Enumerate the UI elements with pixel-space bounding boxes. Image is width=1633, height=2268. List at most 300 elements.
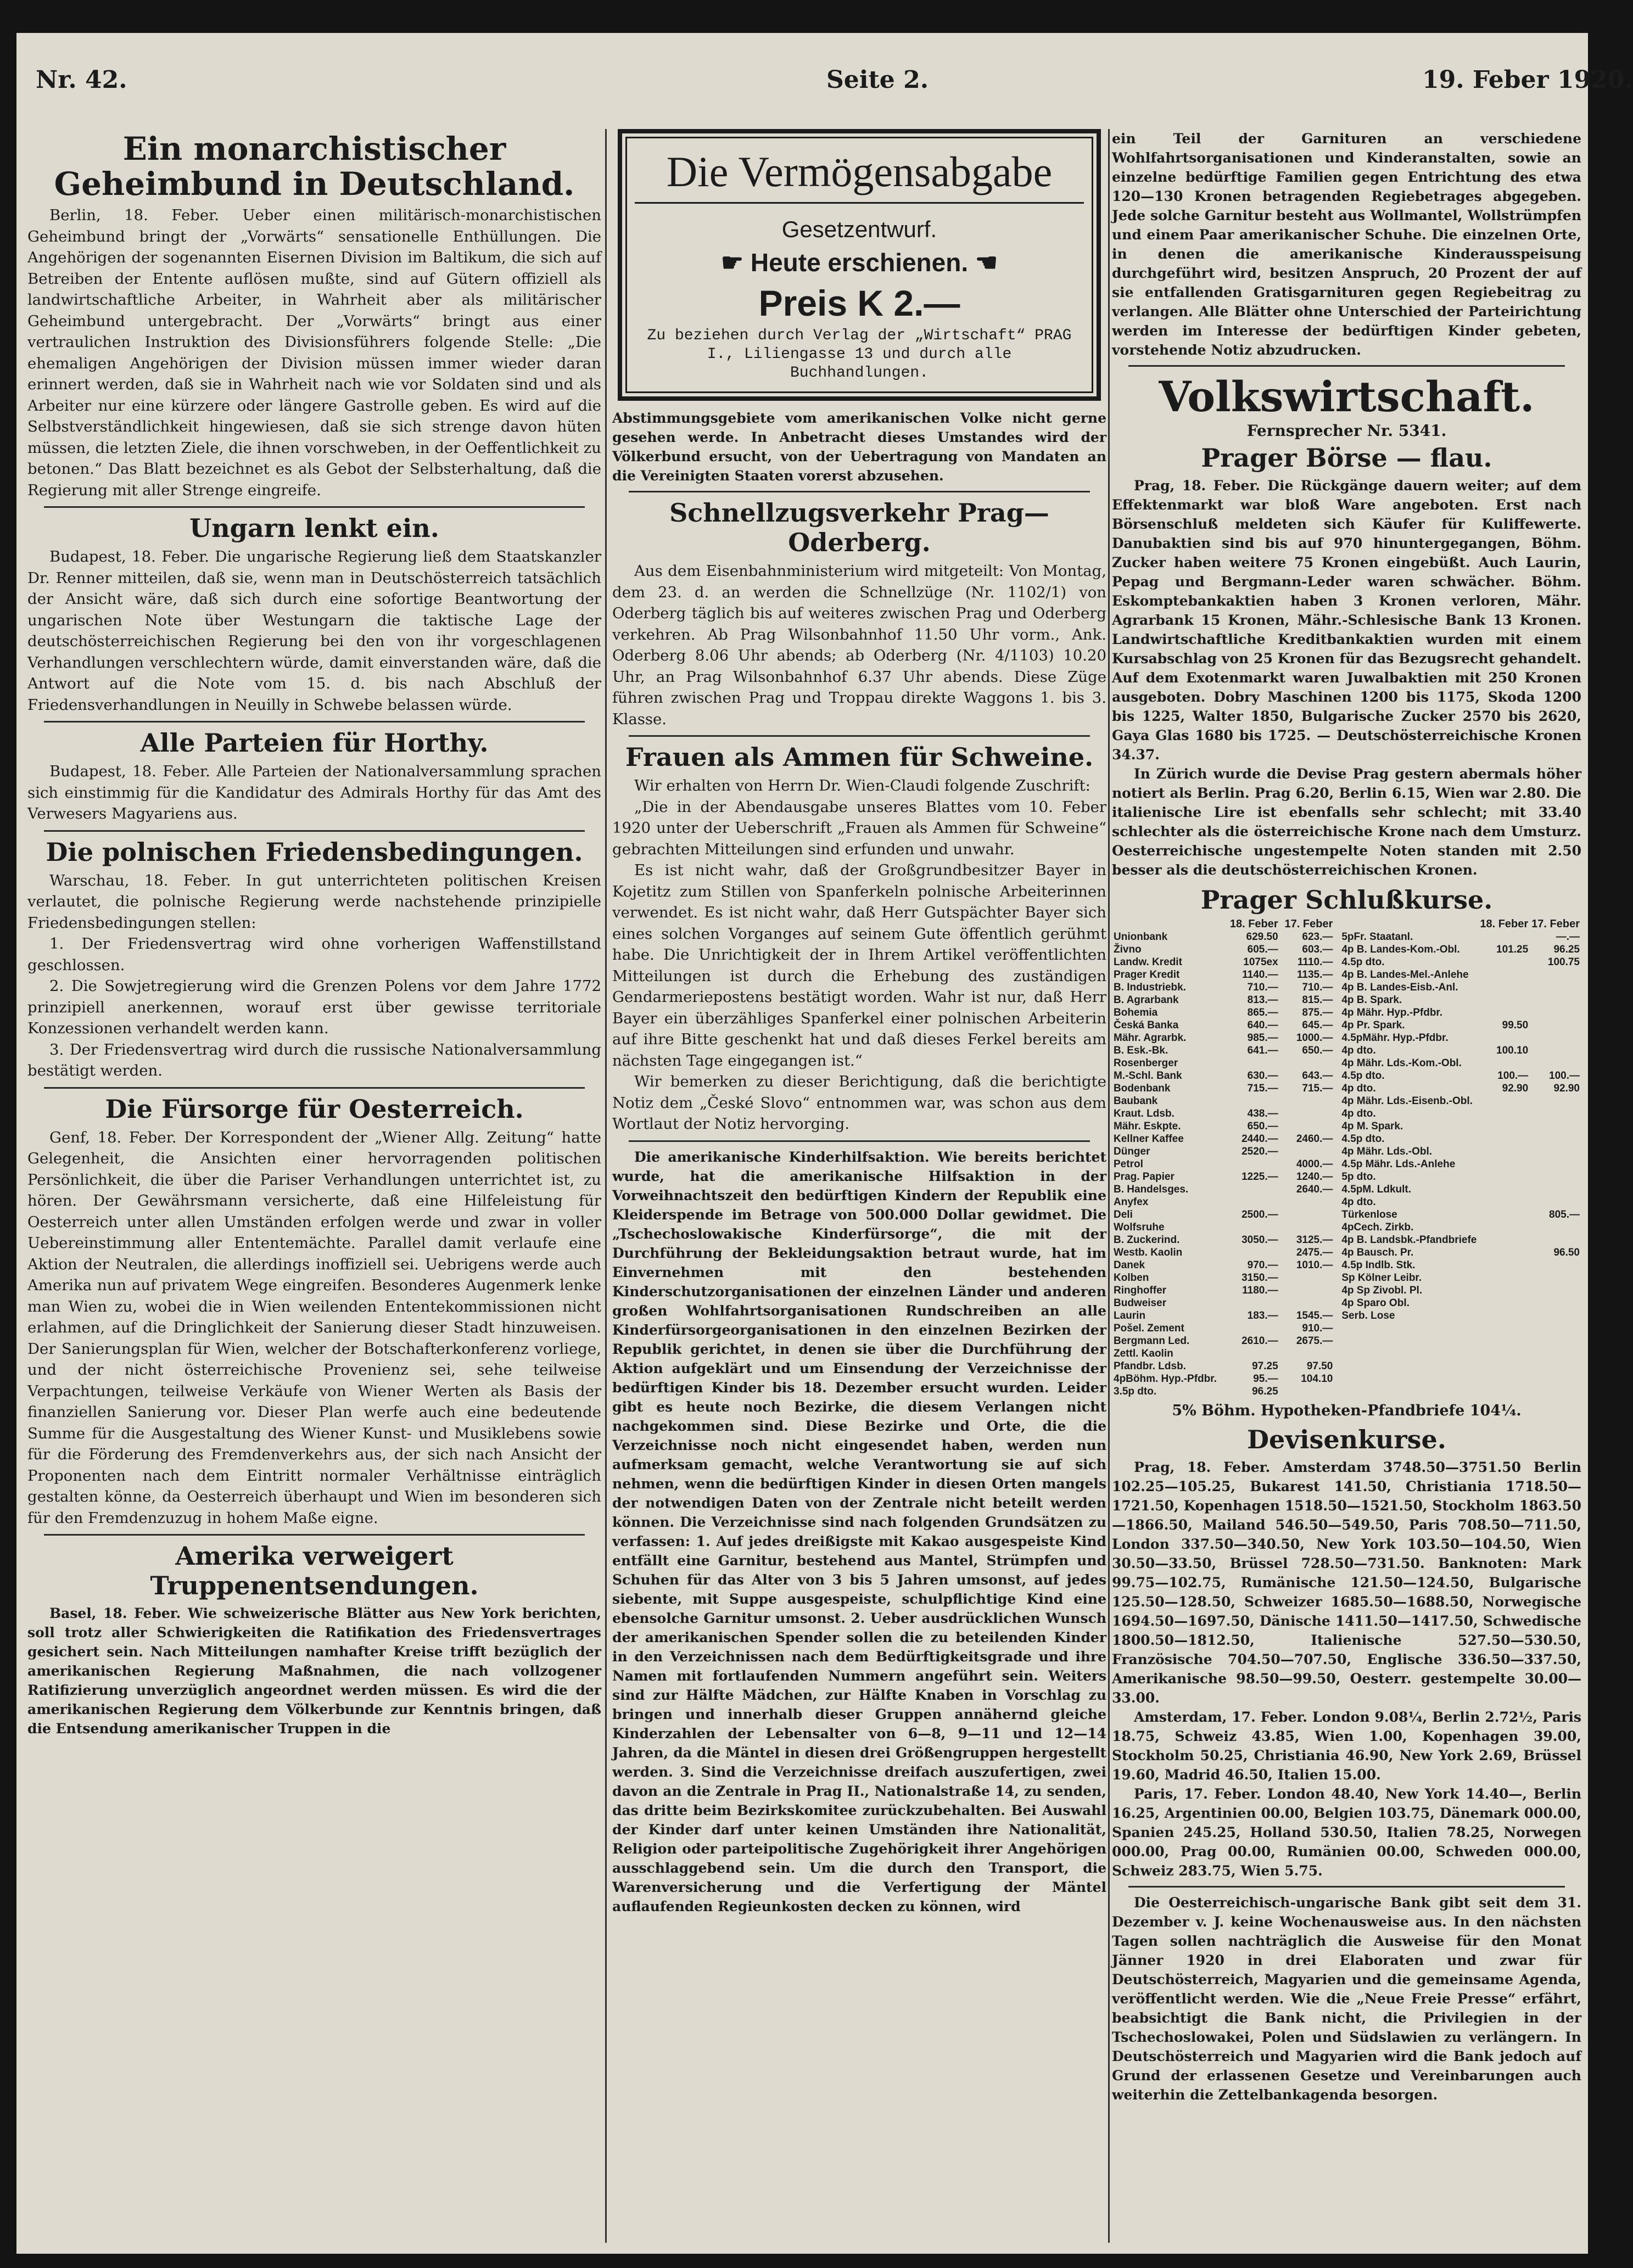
quote-value: 1110.— <box>1297 956 1333 968</box>
quote-value: 710.— <box>1302 982 1333 993</box>
quote-value: 623.— <box>1302 931 1333 943</box>
quote-value <box>1530 981 1581 994</box>
security-name: Živno <box>1114 944 1142 955</box>
security-name: 4.5p Indlb. Stk. <box>1341 1259 1416 1271</box>
table-row <box>1340 943 1581 956</box>
table-row <box>1112 956 1334 968</box>
table-row <box>1340 1158 1581 1171</box>
quote-value <box>1478 1006 1530 1019</box>
article-fuersorge <box>27 1094 601 1529</box>
table-row <box>1112 1309 1334 1322</box>
quote-value: 815.— <box>1302 994 1333 1006</box>
quote-value <box>1530 1107 1581 1120</box>
section-title: Volkswirtschaft. <box>1159 372 1535 421</box>
article-paragraph: 1. Der Friedensvertrag wird ohne vorherigen Waffenstillstand geschlossen. <box>27 935 601 974</box>
quote-value <box>1225 1246 1280 1259</box>
ad-announcement <box>635 245 1084 279</box>
quote-value <box>1280 1284 1335 1297</box>
article-paragraph: ein Teil der Garnituren an verschiedene Wohlfahrtsorganisationen und Kinderanstalten, sowie an einzelne bedürftige Familien gegen Entrichtung des etwa 120—130 Kronen betragenden Regiebetrages abgegeben. Jede solche Garnitur besteht aus Wollmantel, Wollstrümpfen und einem Paar amerikanischer Schuhe. Die einzelnen Orte, in denen die amerikanische Kinderausspeisung durchgeführt wird, besitzen Anspruch, 20 Prozent der auf sie entfallenden Gratisgarnituren gegen Regiebeitrag zu verlangen. Alle Blätter ohne Unterschied der Parteirichtung werden im Interesse der bedürftigen Kinder gebeten, vorstehende Notiz abzudrucken. <box>1112 131 1581 358</box>
table-row <box>1340 1196 1581 1208</box>
table-row <box>1340 1221 1581 1234</box>
quote-value: 4000.— <box>1296 1158 1333 1170</box>
security-name: Türkenlose <box>1341 1209 1397 1220</box>
table-row <box>1340 1120 1581 1133</box>
security-name: B. Esk.-Bk. <box>1114 1045 1168 1056</box>
table-row <box>1112 994 1334 1006</box>
table-row <box>1340 1297 1581 1309</box>
quote-value: 95.— <box>1253 1373 1278 1385</box>
table-row <box>1340 1057 1581 1069</box>
table-row <box>1340 994 1581 1006</box>
quote-value: 2475.— <box>1296 1247 1333 1258</box>
security-name: 4p Pr. Spark. <box>1341 1020 1405 1031</box>
table-row <box>1112 1259 1334 1272</box>
quote-value <box>1280 1107 1335 1120</box>
quote-value <box>1478 1196 1530 1208</box>
divider <box>629 1140 1090 1142</box>
security-name: Kraut. Ldsb. <box>1114 1108 1175 1119</box>
security-name: 4p Mähr. Hyp.-Pfdbr. <box>1341 1007 1443 1018</box>
quote-value <box>1478 1183 1530 1196</box>
article-paragraph: Warschau, 18. Feber. In gut unterrichteten politischen Kreisen verlautet, die polnische Regierung werde nachstehende prinzipielle Friedensbedingungen stellen: <box>27 871 601 932</box>
article-title: Amerika verweigert Truppenentsendungen. <box>150 1541 479 1600</box>
article-continuation <box>1112 129 1581 360</box>
quote-value <box>1280 1196 1335 1208</box>
table-row <box>1112 1234 1334 1246</box>
security-name: Mähr. Agrarbk. <box>1114 1032 1187 1044</box>
table-row <box>1340 1095 1581 1107</box>
article-paragraph: Abstimmungsgebiete vom amerikanischen Volke nicht gerne gesehen werde. In Anbetracht dieses Umstandes wird der Völkerbund ersucht, von der Uebertragung von Mandaten an die Vereinigten Staaten vorerst abzusehen. <box>612 410 1106 484</box>
security-name: Laurin <box>1114 1310 1146 1321</box>
article-paragraph: Prag, 18. Feber. Amsterdam 3748.50—3751.50 Berlin 102.25—105.25, Bukarest 141.50, Christiania 1718.50—1721.50, Kopenhagen 1518.50—1521.50, Stockholm 1863.50—1866.50, Mailand 546.50—549.50, Paris 708.50—711.50, London 337.50—340.50, New York 103.50—104.50, Wien 30.50—33.50, Brüssel 728.50—731.50. Banknoten: Mark 99.75—102.75, Rumänische 121.50—124.50, Bulgarische 125.50—128.50, Schweizer 1685.50—1688.50, Norwegische 1694.50—1697.50, Dänische 1411.50—1417.50, Schwedische 1800.50—1812.50, Italienische 527.50—530.50, Französische 704.50—707.50, Englische 336.50—337.50, Amerikanische 98.50—99.50, Oesterr. gestempelte 30.00—33.00. <box>1112 1459 1581 1706</box>
quote-value <box>1530 1272 1581 1284</box>
quote-value: 92.90 <box>1553 1083 1580 1094</box>
security-name: Kellner Kaffee <box>1114 1133 1184 1145</box>
quote-value: 970.— <box>1247 1259 1278 1271</box>
security-name: B. Industriebk. <box>1114 982 1186 993</box>
table-row <box>1112 1272 1334 1284</box>
article-paragraph: Die amerikanische Kinderhilfsaktion. Wie bereits berichtet wurde, hat die amerikanische Hilfsaktion in der Vorweihnachtszeit den bedürftigen Kindern der Republik eine Kleiderspende im Betrage von 500.000 Dollar gewidmet. Die „Tschechoslowakische Kinderfürsorge“, die mit der Durchführung der Bekleidungsaktion betraut wurde, hat im Einvernehmen mit den bestehenden Kinderschutzorganisationen der einzelnen Länder und anderen großen Wohlfahrtsorganisationen Rundschreiben an alle Kinderfürsorgeorganisationen in den einzelnen Bezirken der Republik gerichtet, in denen sie über die Durchführung der Aktion aufgeklärt und um Einsendung der Verzeichnisse der bedürftigen Kinder bis 18. Dezember ersucht wurden. Leider gibt es heute noch Bezirke, die diesem Verlangen nicht nachgekommen sind. Diese Bezirke und Orte, die die Verzeichnisse noch nicht eingesendet haben, werden nun aufmerksam gemacht, welche Verantwortung sie auf sich nehmen, wenn die bedürftigen Kinder in diesen Orten mangels der notwendigen Daten von der Zentrale nicht beteilt werden können. Die Verzeichnisse sind nach folgenden Grundsätzen zu verfassen: 1. Auf jedes dreißigste mit Kakao ausgespeiste Kind entfällt eine Garnitur, bestehend aus Mantel, Strümpfen und Schuhen für das Alter von 3 bis 5 Jahren umsonst, auf jedes siebente, mit Suppe ausgespeiste, schulpflichtige Kind eine ebensolche Garnitur umsonst. 2. Ueber ausdrücklichen Wunsch der amerikanischen Spender sollen die zu beteilenden Kinder in den Verzeichnissen nach dem Bedürftigkeitsgrade und ihre Namen mit fortlaufenden Nummern angeführt sein. Weiters sind zur Hälfte Mädchen, zur Hälfte Knaben in Vorschlag zu bringen und innerhalb dieser Gruppen annähernd gleiche Kinderzahlen der Lebensalter von 6—8, 9—11 und 12—14 Jahren, da die Mäntel in diesen drei Größengruppen hergestellt werden. 3. Sind die Verzeichnisse dreifach auszufertigen, zwei davon an die Zentrale in Prag II., Nationalstraße 14, zu senden, das dritte beim Bezirkskomitee zurückzubehalten. Bei Auswahl der Kinder darf unter keinen Umständen ihre Nationalität, Religion oder parteipolitische Zugehörigkeit ihrer Angehörigen ausschlaggebend sein. Um die durch den Transport, die Warenversicherung und die Verfertigung der Mäntel auflaufenden Regieunkosten decken zu können, wird <box>612 1149 1106 1914</box>
security-name: Rosenberger <box>1114 1057 1178 1069</box>
quote-value: 640.— <box>1247 1020 1278 1031</box>
quote-value: 97.25 <box>1252 1360 1278 1372</box>
article-amerika <box>27 1541 601 1738</box>
quote-value: 96.25 <box>1553 944 1580 955</box>
security-name: Deli <box>1114 1209 1133 1220</box>
security-name: 4p B. Spark. <box>1341 994 1402 1006</box>
article-paragraph: Wir erhalten von Herrn Dr. Wien-Claudi folgende Zuschrift: <box>634 777 1090 794</box>
column-header <box>1112 918 1225 931</box>
table-row <box>1112 1006 1334 1019</box>
table-row <box>1340 1246 1581 1259</box>
table-row <box>1340 1208 1581 1221</box>
article-paragraph: Aus dem Eisenbahnministerium wird mitgeteilt: Von Montag, dem 23. d. an werden die Schnellzüge (Nr. 1102/1) von Oderberg täglich bis auf weiteres zwischen Prag und Oderberg verkehren. Ab Prag Wilsonbahnhof 11.50 Uhr vorm., Ank. Oderberg 8.06 Uhr abends; ab Oderberg (Nr. 4/1103) 10.20 Uhr, an Prag Wilsonbahnhof 6.37 Uhr abends. Diese Züge führen zwischen Prag und Troppau direkte Waggons 1. bis 3. Klasse. <box>612 562 1106 728</box>
table-row <box>1112 1032 1334 1044</box>
schlusskurse <box>1112 885 1581 1419</box>
quote-value <box>1530 968 1581 981</box>
security-name: 4p M. Spark. <box>1341 1121 1403 1132</box>
security-name: 4.5p dto. <box>1341 956 1385 968</box>
quote-value <box>1280 1347 1335 1360</box>
security-name: B. Agrarbank <box>1114 994 1179 1006</box>
table-row <box>1112 1284 1334 1297</box>
quote-value: 641.— <box>1247 1045 1278 1056</box>
quote-value <box>1478 1145 1530 1158</box>
quote-value <box>1225 1221 1280 1234</box>
security-name: Zettl. Kaolin <box>1114 1348 1173 1359</box>
table-row <box>1340 1133 1581 1145</box>
table-row <box>1340 956 1581 968</box>
quotes-table-right <box>1340 918 1581 1322</box>
quote-value: 96.25 <box>1252 1386 1278 1397</box>
security-name: 4p dto. <box>1341 1108 1376 1119</box>
table-row <box>1340 1044 1581 1057</box>
quote-value <box>1478 1095 1530 1107</box>
quote-value: —.— <box>1556 931 1580 943</box>
article-schnellzug <box>612 498 1106 730</box>
ad-announcement-text: Heute erschienen. <box>750 248 969 277</box>
security-name: 4p Mähr. Lds.-Kom.-Obl. <box>1341 1057 1462 1069</box>
quote-value: 650.— <box>1302 1045 1333 1056</box>
quote-value <box>1530 1196 1581 1208</box>
advertisement-inner <box>625 137 1093 393</box>
quote-value <box>1530 994 1581 1006</box>
quotes-right <box>1340 918 1581 1398</box>
advertisement <box>618 129 1101 401</box>
table-row <box>1112 931 1334 943</box>
ad-note: Zu beziehen durch Verlag der „Wirtschaft“ PRAG I., Liliengasse 13 und durch alle Buchhandlungen. <box>647 327 1072 382</box>
table-row <box>1112 1171 1334 1183</box>
issue-date: 19. Feber 1920. <box>1422 66 1633 94</box>
table-row <box>1340 1272 1581 1284</box>
quote-value: 2675.— <box>1296 1335 1333 1347</box>
quote-value <box>1280 1385 1335 1398</box>
security-name: Unionbank <box>1114 931 1168 943</box>
quote-value: 1010.— <box>1296 1259 1333 1271</box>
security-name: Danek <box>1114 1259 1145 1271</box>
quote-value <box>1478 1272 1530 1284</box>
article-paragraph: Berlin, 18. Feber. Ueber einen militärisch-monarchistischen Geheimbund bringt der „Vorwärts“ sensationelle Enthüllungen. Die Angehörigen der sogenannten Eisernen Division im Baltikum, die sich auf Betreiben der Entente auflösen mußte, sind auf Gütern offiziell als landwirtschaftliche Arbeiter, in Wahrheit aber als militärischer Geheimbund untergebracht. Der „Vorwärts“ bringt aus einer vertraulichen Instruktion des Divisionsführers folgende Stelle: „Die ehemaligen Angehörigen der Division müssen immer wieder daran erinnert werden, daß sie in Wahrheit nach wie vor Soldaten sind und als Arbeiter nur eine kürzere oder längere Gastrolle geben. Es wird auf die Selbstverständlichkeit hingewiesen, daß sie sich strenge davon hüten müssen, die letzten Ziele, die ihnen vorschweben, in der Oeffentlichkeit zu betonen.“ Das Blatt bezeichnet es als Gebot der Selbsterhaltung, daß die Regierung mit aller Strenge eingreife. <box>27 206 601 499</box>
quote-value <box>1530 1095 1581 1107</box>
quote-value: 645.— <box>1302 1020 1333 1031</box>
article-title: Die Fürsorge für Oesterreich. <box>105 1094 524 1124</box>
article-paragraph: Paris, 17. Feber. London 48.40, New York 14.40—, Berlin 16.25, Argentinien 00.00, Belgien 103.75, Dänemark 000.00, Spanien 245.25, Holland 530.50, Italien 78.25, Norwegen 000.00, Prag 00.00, Rumänien 00.00, Schweden 000.00, Schweiz 283.75, Wien 5.75. <box>1112 1786 1581 1879</box>
quote-value <box>1478 1234 1530 1246</box>
security-name: 4p Mähr. Lds.-Eisenb.-Obl. <box>1341 1095 1473 1107</box>
quote-value <box>1225 1095 1280 1107</box>
ad-price: Preis K 2.— <box>758 283 960 323</box>
security-name: Pošel. Zement <box>1114 1323 1184 1334</box>
quote-value <box>1530 1032 1581 1044</box>
quote-value: 875.— <box>1302 1007 1333 1018</box>
security-name: Mähr. Eskpte. <box>1114 1121 1181 1132</box>
security-name: 4p B. Landes-Eisb.-Anl. <box>1341 982 1458 993</box>
article-title: Prager Börse — flau. <box>1201 443 1492 473</box>
quote-value: 805.— <box>1549 1209 1580 1220</box>
quote-value: 1000.— <box>1296 1032 1333 1044</box>
article-title: Alle Parteien für Horthy. <box>140 728 489 758</box>
quote-value <box>1280 1145 1335 1158</box>
article-paragraph: „Die in der Abendausgabe unseres Blattes vom 10. Feber 1920 unter der Ueberschrift „Frauen als Ammen für Schweine“ gebrachten Mitteilungen sind erfunden und unwahr. <box>612 798 1106 858</box>
security-name: 5p dto. <box>1341 1171 1376 1183</box>
quote-value <box>1530 1019 1581 1032</box>
column-middle <box>612 129 1106 2243</box>
article-title: Die polnischen Friedensbedingungen. <box>46 837 583 867</box>
article-paragraph: In Zürich wurde die Devise Prag gestern abermals höher notiert als Berlin. Prag 6.20, Berlin 6.15, Wien war 2.80. Die italienische Lire ist ebenfalls sehr schlecht; mit 33.40 schlechter als die österreichische Krone nach dem Umsturz. Oesterreichische ungestempelte Noten standen mit 2.50 besser als die deutschösterreichischen Kronen. <box>1112 766 1581 878</box>
quote-value <box>1225 1347 1280 1360</box>
article-title: Frauen als Ammen für Schweine. <box>625 742 1094 772</box>
quote-value: 715.— <box>1302 1083 1333 1094</box>
quote-value <box>1478 1107 1530 1120</box>
table-row <box>1340 1006 1581 1019</box>
quote-value: 2460.— <box>1296 1133 1333 1145</box>
quote-value <box>1530 1183 1581 1196</box>
quote-value <box>1530 1120 1581 1133</box>
security-name: 4p B. Landes-Kom.-Obl. <box>1341 944 1460 955</box>
quote-value: 710.— <box>1247 982 1278 993</box>
security-name: Landw. Kredit <box>1114 956 1182 968</box>
quotes-left <box>1112 918 1334 1398</box>
table-row <box>1112 1196 1334 1208</box>
quote-value: 985.— <box>1247 1032 1278 1044</box>
quote-value: 101.25 <box>1496 944 1529 955</box>
quote-value: 2440.— <box>1241 1133 1278 1145</box>
security-name: 4.5p dto. <box>1341 1133 1385 1145</box>
article-title: Ein monarchistischer Geheimbund in Deutschland. <box>54 130 575 203</box>
table-row <box>1112 1019 1334 1032</box>
ad-title: Die Vermögensabgabe <box>635 147 1084 204</box>
quote-value: 813.— <box>1247 994 1278 1006</box>
table-row <box>1112 1322 1334 1335</box>
column-rule <box>1108 129 1110 2243</box>
table-row <box>1112 1069 1334 1082</box>
table-row <box>1112 1208 1334 1221</box>
column-right <box>1112 129 1581 2243</box>
quote-value <box>1225 1183 1280 1196</box>
article-horthy <box>27 728 601 825</box>
security-name: Sp Kölner Leibr. <box>1341 1272 1422 1284</box>
article-paragraph: 3. Der Friedensvertrag wird durch die russische Nationalversammlung bestätigt werden. <box>27 1040 601 1079</box>
divider <box>44 1534 585 1536</box>
table-row <box>1112 1373 1334 1385</box>
security-name: 4.5pMähr. Hyp.-Pfdbr. <box>1341 1032 1449 1044</box>
table-row <box>1340 981 1581 994</box>
security-name: Česká Banka <box>1114 1020 1179 1031</box>
table-row <box>1340 1107 1581 1120</box>
column-header <box>1340 918 1478 931</box>
quote-value <box>1478 1221 1530 1234</box>
table-row <box>1340 1284 1581 1297</box>
quote-value: 104.10 <box>1301 1373 1333 1385</box>
quote-value: 3125.— <box>1296 1234 1333 1246</box>
security-name: 3.5p dto. <box>1114 1386 1157 1397</box>
table-row <box>1112 1057 1334 1069</box>
divider <box>44 1087 585 1089</box>
quote-value <box>1478 1284 1530 1297</box>
article-continuation <box>612 408 1106 485</box>
quote-value: 643.— <box>1302 1070 1333 1082</box>
security-name: Westb. Kaolin <box>1114 1247 1183 1258</box>
article-ammen <box>612 742 1106 1135</box>
quote-value: 1135.— <box>1296 969 1333 981</box>
quote-value <box>1280 1057 1335 1069</box>
article-geheimbund <box>27 131 601 501</box>
table-row <box>1112 981 1334 994</box>
quote-value: 715.— <box>1247 1083 1278 1094</box>
security-name: Serb. Lose <box>1341 1310 1395 1321</box>
security-name: Kolben <box>1114 1272 1149 1284</box>
quote-value <box>1530 1044 1581 1057</box>
security-name: Ringhoffer <box>1114 1285 1167 1296</box>
quote-value <box>1530 1158 1581 1171</box>
quote-value: 2500.— <box>1241 1209 1278 1220</box>
security-name: Prag. Papier <box>1114 1171 1175 1183</box>
quote-value: 2520.— <box>1241 1146 1278 1157</box>
quote-value: 1140.— <box>1242 969 1278 981</box>
security-name: Bodenbank <box>1114 1083 1171 1094</box>
quote-value <box>1530 1057 1581 1069</box>
table-row <box>1112 1221 1334 1234</box>
table-row <box>1112 1335 1334 1347</box>
security-name: 4p Sp Zivobl. Pl. <box>1341 1285 1423 1296</box>
pointing-hand-icon: ☛ <box>720 248 751 277</box>
table-row <box>1112 1347 1334 1360</box>
table-row <box>1340 968 1581 981</box>
quote-value <box>1225 1297 1280 1309</box>
divider <box>44 830 585 832</box>
security-name: 4p dto. <box>1341 1045 1376 1056</box>
quote-value: 629.50 <box>1246 931 1278 943</box>
table-row <box>1112 1095 1334 1107</box>
quote-value <box>1478 994 1530 1006</box>
quote-value: 1240.— <box>1296 1171 1333 1183</box>
table-row <box>1112 1385 1334 1398</box>
column-header: 18. Feber <box>1480 918 1529 930</box>
table-row <box>1340 1309 1581 1322</box>
article-ungarn <box>27 513 601 715</box>
security-name: 4p dto. <box>1341 1196 1376 1208</box>
quote-value <box>1530 1145 1581 1158</box>
quote-value <box>1280 1208 1335 1221</box>
quote-value <box>1478 1171 1530 1183</box>
security-name: B. Zuckerind. <box>1114 1234 1180 1246</box>
table-row <box>1340 1082 1581 1095</box>
quote-value <box>1478 1297 1530 1309</box>
table-row <box>1340 1069 1581 1082</box>
quote-value: 2610.— <box>1241 1335 1278 1347</box>
table-row <box>1340 1145 1581 1158</box>
table-row <box>1340 931 1581 943</box>
table-row <box>1112 1082 1334 1095</box>
security-name: 4pCech. Zirkb. <box>1341 1222 1414 1233</box>
quote-value: 2640.— <box>1296 1184 1333 1195</box>
quote-value <box>1478 931 1530 943</box>
page-number: Seite 2. <box>826 66 929 94</box>
quote-value <box>1280 1272 1335 1284</box>
quote-value <box>1478 968 1530 981</box>
quote-value: 438.— <box>1247 1108 1278 1119</box>
security-name: Dünger <box>1114 1146 1150 1157</box>
security-name: 4.5pM. Ldkult. <box>1341 1184 1412 1195</box>
article-paragraph: Budapest, 18. Feber. Die ungarische Regierung ließ dem Staatskanzler Dr. Renner mitteilen, daß sie, wenn man in Deutschösterreich tatsächlich der Ansicht wäre, daß sich durch eine sofortige Beantwortung der ungarischen Note über Westungarn die taktische Lage der deutschösterreichischen Regierung bei den von ihr vorgeschlagenen Verhandlungen verschlechtern würde, damit einverstanden wäre, daß die Antwort auf die Note vom 15. d. bis nach Abschluß der Friedensverhandlungen in Neuilly in Schwebe belassen würde. <box>27 548 601 714</box>
divider <box>44 721 585 723</box>
quote-value: 96.50 <box>1553 1247 1580 1258</box>
quote-value: 1180.— <box>1242 1285 1278 1296</box>
quote-value <box>1530 1006 1581 1019</box>
article-paragraph: Basel, 18. Feber. Wie schweizerische Blätter aus New York berichten, soll trotz aller Schwierigkeiten die Ratifikation des Friedensvertrages gesichert sein. Nach Mitteilungen namhafter Kreise trifft bezüglich der amerikanischen Regierung Maßnahmen, die nach vollzogener Ratifizierung unverzüglich angeordnet werden müssen. Es wird die der amerikanischen Regierung dem Völkerbunde zur Kenntnis bringen, daß die Entsendung amerikanischer Truppen in die <box>27 1605 601 1737</box>
section-phone: Fernsprecher Nr. 5341. <box>1246 422 1447 440</box>
quote-value: 3050.— <box>1241 1234 1278 1246</box>
article-boerse <box>1112 443 1581 880</box>
quote-value: 605.— <box>1247 944 1278 955</box>
article-title: Prager Schlußkurse. <box>1200 885 1493 915</box>
quote-value: 630.— <box>1247 1070 1278 1082</box>
table-row <box>1112 1145 1334 1158</box>
security-name: 4.5p Mähr. Lds.-Anlehe <box>1341 1158 1456 1170</box>
divider <box>629 735 1090 737</box>
security-name: Anyfex <box>1114 1196 1149 1208</box>
ad-subtitle: Gesetzentwurf. <box>781 216 937 242</box>
quote-value <box>1530 1133 1581 1145</box>
quote-value <box>1530 1309 1581 1322</box>
quote-value <box>1478 1246 1530 1259</box>
page-header <box>16 33 1633 115</box>
table-row <box>1112 1107 1334 1120</box>
quote-value: 183.— <box>1247 1310 1278 1321</box>
quote-value <box>1478 1032 1530 1044</box>
pointing-hand-icon: ☚ <box>968 248 998 277</box>
quote-value: 92.90 <box>1502 1083 1529 1094</box>
table-row <box>1112 1044 1334 1057</box>
table-row <box>1112 1120 1334 1133</box>
quote-value <box>1225 1322 1280 1335</box>
table-row <box>1112 1360 1334 1373</box>
quote-value <box>1530 1221 1581 1234</box>
column-header: 18. Feber <box>1229 918 1278 930</box>
quote-value <box>1478 1208 1530 1221</box>
security-name: 4p B. Landes-Mel.-Anlehe <box>1341 969 1469 981</box>
table-row <box>1112 1297 1334 1309</box>
divider <box>44 506 585 508</box>
quote-value: 1075ex <box>1243 956 1278 968</box>
quote-value: 650.— <box>1247 1121 1278 1132</box>
quote-value <box>1478 1120 1530 1133</box>
article-paragraph: Prag, 18. Feber. Die Rückgänge dauern weiter; auf dem Effektenmarkt war bloß Ware angeboten. Erst nach Börsenschluß meldeten sich Käufer für Kuliffewerte. Danubaktien sind bis auf 970 hinuntergegangen, Böhm. Zucker haben weitere 75 Kronen eingebüßt. Auch Laurin, Pepag und Bergmann-Leder waren schwächer. Böhm. Eskomptebankaktien haben 3 Kronen verloren, Mähr. Agrarbank 15 Kronen, Mähr.-Schlesische Bank 13 Kronen. Landwirtschaftliche Kreditbankaktien wurden mit einem Kursabschlag von 25 Kronen für das Bezugsrecht gehandelt. Auf dem Exotenmarkt waren Juwalbaktien mit 250 Kronen ausgeboten. Dobry Maschinen 1200 bis 1175, Skoda 1200 bis 1225, Walter 1850, Bulgarische Zucker 2570 bis 2620, Gaya Glas 1680 bis 1725. — Deutschösterreichische Kronen 34.37. <box>1112 478 1581 763</box>
security-name: Wolfsruhe <box>1114 1222 1165 1233</box>
quote-value <box>1530 1234 1581 1246</box>
security-name: M.-Schl. Bank <box>1114 1070 1182 1082</box>
quote-value <box>1478 1309 1530 1322</box>
table-row <box>1340 1234 1581 1246</box>
security-name: Budweiser <box>1114 1297 1167 1309</box>
article-title: Devisenkurse. <box>1247 1425 1446 1454</box>
table-header-row <box>1340 918 1581 931</box>
quote-value: 1545.— <box>1296 1310 1333 1321</box>
pfandbrief-note: 5% Böhm. Hypotheken-Pfandbriefe 104¼. <box>1172 1402 1522 1419</box>
quote-value <box>1530 1259 1581 1272</box>
table-header-row <box>1112 918 1334 931</box>
security-name: Bergmann Led. <box>1114 1335 1190 1347</box>
quote-value <box>1530 1297 1581 1309</box>
quote-value <box>1478 1158 1530 1171</box>
quote-value <box>1225 1158 1280 1171</box>
security-name: 4p B. Landsbk.-Pfandbriefe <box>1341 1234 1477 1246</box>
quote-value: 1225.— <box>1241 1171 1278 1183</box>
quote-value: 100.75 <box>1547 956 1580 968</box>
table-row <box>1112 1133 1334 1145</box>
article-polen <box>27 837 601 1082</box>
quotes-tables <box>1112 918 1581 1398</box>
